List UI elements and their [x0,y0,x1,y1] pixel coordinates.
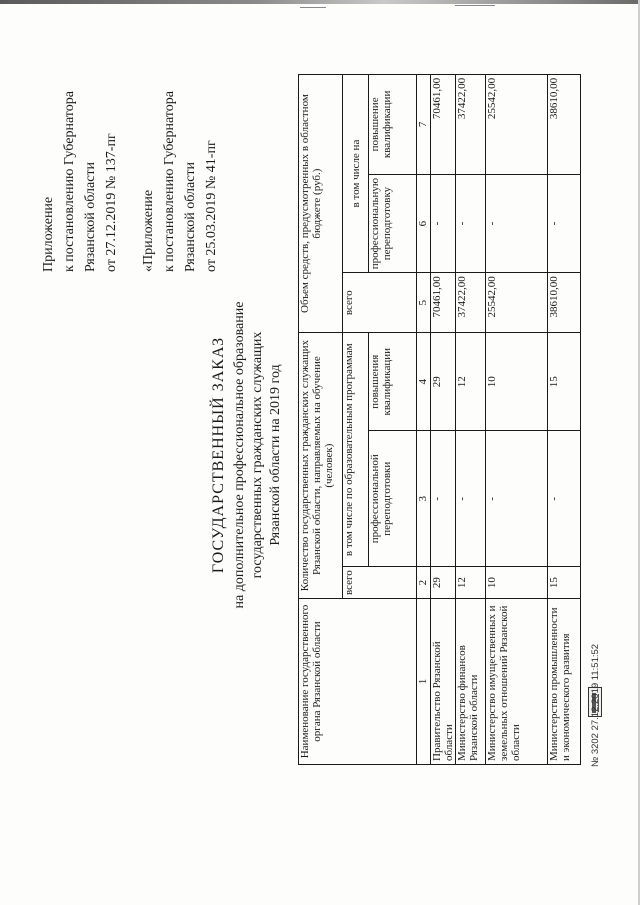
org-name: Министерство финансов Рязанской области [456,599,486,765]
document-title [207,155,285,755]
appendix-line: Приложение [41,196,56,272]
count-total: 29 [431,567,456,599]
registration-number: № 3202 27.12.2019 11:51:52 [590,643,601,767]
previous-appendix-line: от 25.03.2019 № 41-пг [204,140,219,272]
count-retraining: - [431,431,456,567]
count-retraining: - [456,431,486,567]
column-number-row [417,74,431,764]
count-total: 10 [486,567,548,599]
title-line: государственных гражданских служащих [250,331,265,579]
previous-appendix-line: к постановлению Губернатора [162,91,177,272]
previous-appendix-line: Рязанской области [183,161,198,272]
count-total: 12 [456,567,486,599]
column-number: 4 [417,333,431,431]
previous-appendix-line: «Приложение [141,189,156,272]
funds-total: 25542,00 [486,273,548,333]
funds-qualification: 70461,00 [431,74,456,174]
count-retraining: - [548,431,581,567]
count-qualification: 12 [456,333,486,431]
column-number: 7 [417,74,431,174]
column-number: 6 [417,174,431,272]
appendix-line: к постановлению Губернатора [62,91,77,272]
title-line: Рязанской области на 2019 год [268,364,283,546]
table-row [486,74,548,764]
org-name: Правительство Рязанской области [431,599,456,765]
funds-retraining: - [486,174,548,272]
funds-retraining: - [431,174,456,272]
column-number: 1 [417,599,431,765]
count-qualification: 15 [548,333,581,431]
appendix-line: от 27.12.2019 № 137-пг [104,133,119,272]
count-qualification: 29 [431,333,456,431]
header-funds-group: Объем средств, предусмотренных в областном бюджете (руб.) [299,74,343,332]
count-retraining: - [486,431,548,567]
column-number: 5 [417,273,431,333]
header-retraining: профессиональной переподготовки [369,431,417,567]
org-name: Министерство имущественных и земельных отношений Рязанской области [486,599,548,765]
org-name: Министерство промышленности и экономического развития [548,599,581,765]
funds-total: 38610,00 [548,273,581,333]
title-line: на дополнительное профессиональное образование [232,301,247,609]
header-funds-retraining: профессиональную переподготовку [369,174,417,272]
header-org: Наименование государственного органа Рязанской области [299,599,417,765]
header-programs: в том числе по образовательным программам [343,333,369,567]
header-qualification: повышения квалификации [369,333,417,431]
header-count-group: Количество государственных гражданских служащих Рязанской области, направляемых на обучение (человек) [299,333,343,599]
funds-total: 37422,00 [456,273,486,333]
header-funds-total: всего [343,273,417,333]
count-qualification: 10 [486,333,548,431]
funds-retraining: - [548,174,581,272]
title-heading: ГОСУДАРСТВЕННЫЙ ЗАКАЗ [210,336,227,574]
appendix-line: Рязанской области [83,161,98,272]
funds-total: 70461,00 [431,273,456,333]
header-funds-incl: в том числе на [343,74,369,272]
funds-qualification: 37422,00 [456,74,486,174]
funds-retraining: - [456,174,486,272]
table-row [456,74,486,764]
header-funds-qualification: повышение квалификации [369,74,417,174]
header-total: всего [343,567,417,599]
table-row [431,74,456,764]
funds-qualification: 38610,00 [548,74,581,174]
column-number: 2 [417,567,431,599]
appendix-block [38,91,122,272]
count-total: 15 [548,567,581,599]
table-header-row [299,74,343,764]
state-order-table [298,74,581,765]
table-row [548,74,581,764]
funds-qualification: 25542,00 [486,74,548,174]
column-number: 3 [417,431,431,567]
